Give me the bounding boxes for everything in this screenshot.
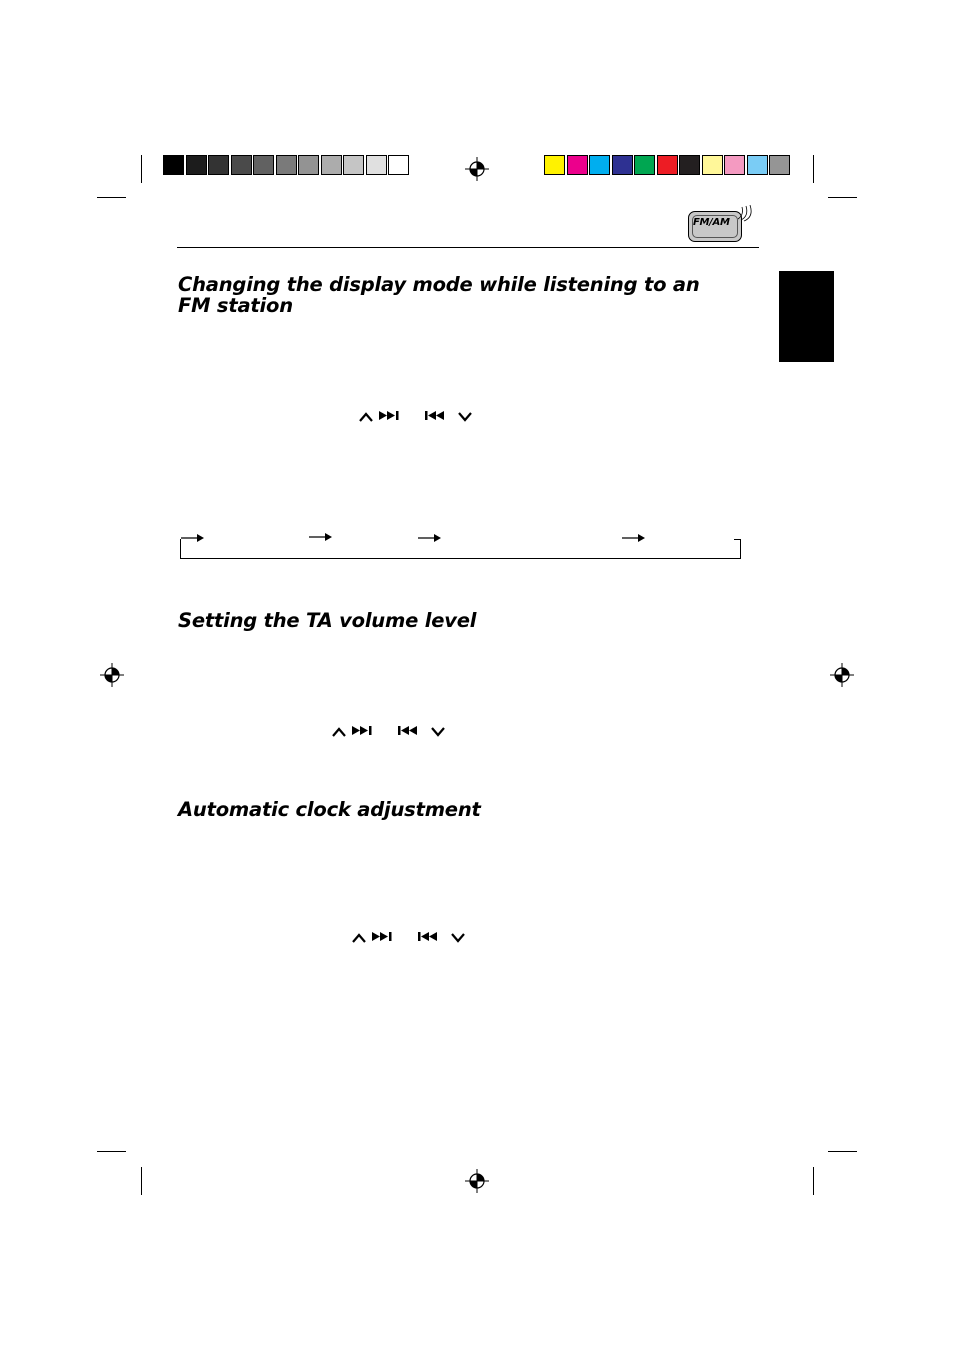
crop-mark xyxy=(97,1151,126,1152)
display-mode-cycle-diagram xyxy=(180,539,741,559)
color-swatch xyxy=(567,155,588,175)
registration-target-icon xyxy=(465,1169,489,1193)
crop-mark xyxy=(828,1151,857,1152)
color-swatch xyxy=(589,155,610,175)
caret-down-icon xyxy=(430,726,446,738)
registration-target-icon xyxy=(100,663,124,687)
caret-down-icon xyxy=(457,411,473,423)
caret-up-icon xyxy=(358,411,374,423)
grayscale-swatch xyxy=(388,155,409,175)
arrow-right-icon xyxy=(622,533,646,543)
grayscale-swatch xyxy=(298,155,319,175)
arrow-right-icon xyxy=(181,533,205,543)
grayscale-swatch xyxy=(231,155,252,175)
color-swatch xyxy=(657,155,678,175)
button-row-clock xyxy=(351,930,471,944)
color-swatch xyxy=(634,155,655,175)
skip-back-icon xyxy=(424,410,450,421)
grayscale-swatch xyxy=(343,155,364,175)
button-row-display-mode xyxy=(358,409,478,423)
skip-forward-icon xyxy=(371,931,397,942)
skip-back-icon xyxy=(417,931,443,942)
language-thumb-tab xyxy=(779,271,834,362)
color-swatch xyxy=(724,155,745,175)
skip-forward-icon xyxy=(351,725,377,736)
grayscale-swatch xyxy=(253,155,274,175)
crop-mark xyxy=(97,197,126,198)
crop-mark xyxy=(828,197,857,198)
color-swatch xyxy=(702,155,723,175)
color-swatch xyxy=(612,155,633,175)
skip-back-icon xyxy=(397,725,423,736)
grayscale-swatch xyxy=(276,155,297,175)
grayscale-swatch xyxy=(321,155,342,175)
caret-up-icon xyxy=(351,932,367,944)
crop-mark xyxy=(141,1167,142,1195)
section-title-ta-volume: Setting the TA volume level xyxy=(178,609,477,632)
crop-mark xyxy=(813,155,814,183)
arrow-right-icon xyxy=(418,533,442,543)
color-swatch xyxy=(747,155,768,175)
color-swatch xyxy=(544,155,565,175)
grayscale-swatch xyxy=(366,155,387,175)
registration-target-icon xyxy=(830,663,854,687)
radio-wave-icon xyxy=(736,205,758,223)
section-title-display-mode: Changing the display mode while listening to an FM station xyxy=(178,273,700,317)
registration-target-icon xyxy=(465,157,489,181)
color-swatch xyxy=(679,155,700,175)
arrow-right-icon xyxy=(309,532,333,542)
header-rule xyxy=(177,247,759,248)
color-swatch xyxy=(769,155,790,175)
crop-mark xyxy=(141,155,142,183)
fm-am-badge-label: FM/AM xyxy=(693,217,730,228)
button-row-ta-volume xyxy=(331,724,451,738)
grayscale-swatch xyxy=(163,155,184,175)
caret-down-icon xyxy=(450,932,466,944)
caret-up-icon xyxy=(331,726,347,738)
skip-forward-icon xyxy=(378,410,404,421)
section-title-clock: Automatic clock adjustment xyxy=(178,798,481,821)
grayscale-swatch xyxy=(186,155,207,175)
grayscale-swatch xyxy=(208,155,229,175)
fm-am-badge xyxy=(688,211,742,242)
crop-mark xyxy=(813,1167,814,1195)
flow-return-tick xyxy=(734,539,741,540)
